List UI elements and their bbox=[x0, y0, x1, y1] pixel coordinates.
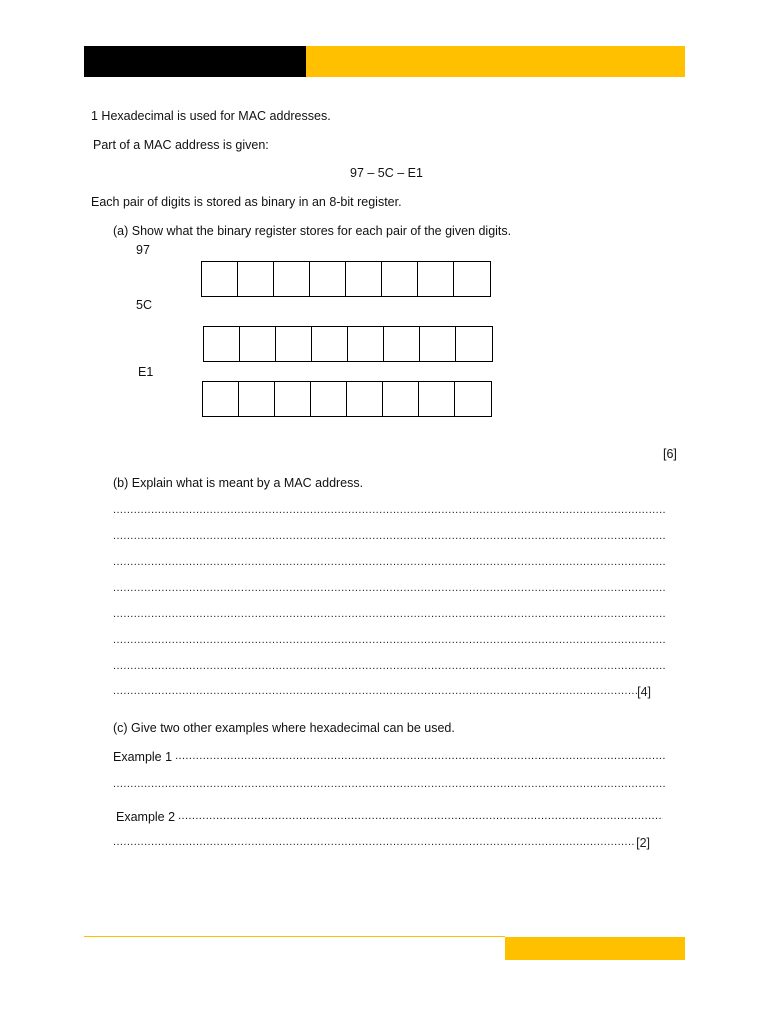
answer-line[interactable] bbox=[113, 556, 667, 570]
bit-cell[interactable] bbox=[311, 382, 347, 416]
example-2-line[interactable] bbox=[116, 810, 663, 826]
answer-line[interactable] bbox=[113, 530, 667, 544]
example-2-label: Example 2 bbox=[116, 810, 176, 824]
bit-cell[interactable] bbox=[239, 382, 275, 416]
header-bar-black bbox=[84, 46, 306, 77]
header-bar-yellow bbox=[306, 46, 685, 77]
answer-line[interactable] bbox=[113, 660, 667, 674]
answer-line[interactable] bbox=[113, 778, 667, 792]
bit-cell[interactable] bbox=[203, 382, 239, 416]
example-1-line[interactable] bbox=[113, 750, 665, 766]
bit-cell[interactable] bbox=[276, 327, 312, 361]
answer-line[interactable] bbox=[113, 836, 650, 850]
part-a-prompt: (a) Show what the binary register stores for each pair of the given digits. bbox=[113, 224, 512, 238]
bit-cell[interactable] bbox=[348, 327, 384, 361]
bit-cell[interactable] bbox=[420, 327, 456, 361]
answer-line[interactable] bbox=[113, 685, 651, 699]
bit-cell[interactable] bbox=[238, 262, 274, 296]
footer-block bbox=[505, 937, 685, 960]
register-label-97: 97 bbox=[136, 243, 150, 257]
example-1-label: Example 1 bbox=[113, 750, 173, 764]
register-label-5c: 5C bbox=[136, 298, 152, 312]
bit-cell[interactable] bbox=[275, 382, 311, 416]
bit-cell[interactable] bbox=[347, 382, 383, 416]
bit-cell[interactable] bbox=[384, 327, 420, 361]
bit-cell[interactable] bbox=[455, 382, 491, 416]
mac-address: 97 – 5C – E1 bbox=[350, 166, 423, 180]
bit-cell[interactable] bbox=[240, 327, 276, 361]
bit-cell[interactable] bbox=[454, 262, 490, 296]
answer-line[interactable] bbox=[113, 634, 667, 648]
register-5c[interactable] bbox=[203, 326, 493, 362]
part-c-marks: [2] bbox=[636, 836, 650, 850]
bit-cell[interactable] bbox=[202, 262, 238, 296]
register-label-e1: E1 bbox=[138, 365, 154, 379]
part-a-marks: [6] bbox=[663, 447, 677, 461]
register-e1[interactable] bbox=[202, 381, 492, 417]
footer-line bbox=[84, 936, 505, 937]
part-b-marks: [4] bbox=[637, 685, 651, 699]
stored-statement: Each pair of digits is stored as binary in an 8-bit register. bbox=[91, 195, 402, 209]
bit-cell[interactable] bbox=[312, 327, 348, 361]
bit-cell[interactable] bbox=[204, 327, 240, 361]
bit-cell[interactable] bbox=[456, 327, 492, 361]
bit-cell[interactable] bbox=[382, 262, 418, 296]
part-b-prompt: (b) Explain what is meant by a MAC address. bbox=[113, 476, 364, 490]
bit-cell[interactable] bbox=[346, 262, 382, 296]
bit-cell[interactable] bbox=[383, 382, 419, 416]
bit-cell[interactable] bbox=[419, 382, 455, 416]
bit-cell[interactable] bbox=[274, 262, 310, 296]
bit-cell[interactable] bbox=[310, 262, 346, 296]
part-c-prompt: (c) Give two other examples where hexadecimal can be used. bbox=[113, 721, 455, 735]
answer-line[interactable] bbox=[113, 504, 667, 518]
bit-cell[interactable] bbox=[418, 262, 454, 296]
answer-line[interactable] bbox=[113, 582, 667, 596]
mac-part-line: Part of a MAC address is given: bbox=[93, 138, 269, 152]
answer-line[interactable] bbox=[113, 608, 667, 622]
register-97[interactable] bbox=[201, 261, 491, 297]
question-intro: 1 Hexadecimal is used for MAC addresses. bbox=[91, 109, 331, 123]
